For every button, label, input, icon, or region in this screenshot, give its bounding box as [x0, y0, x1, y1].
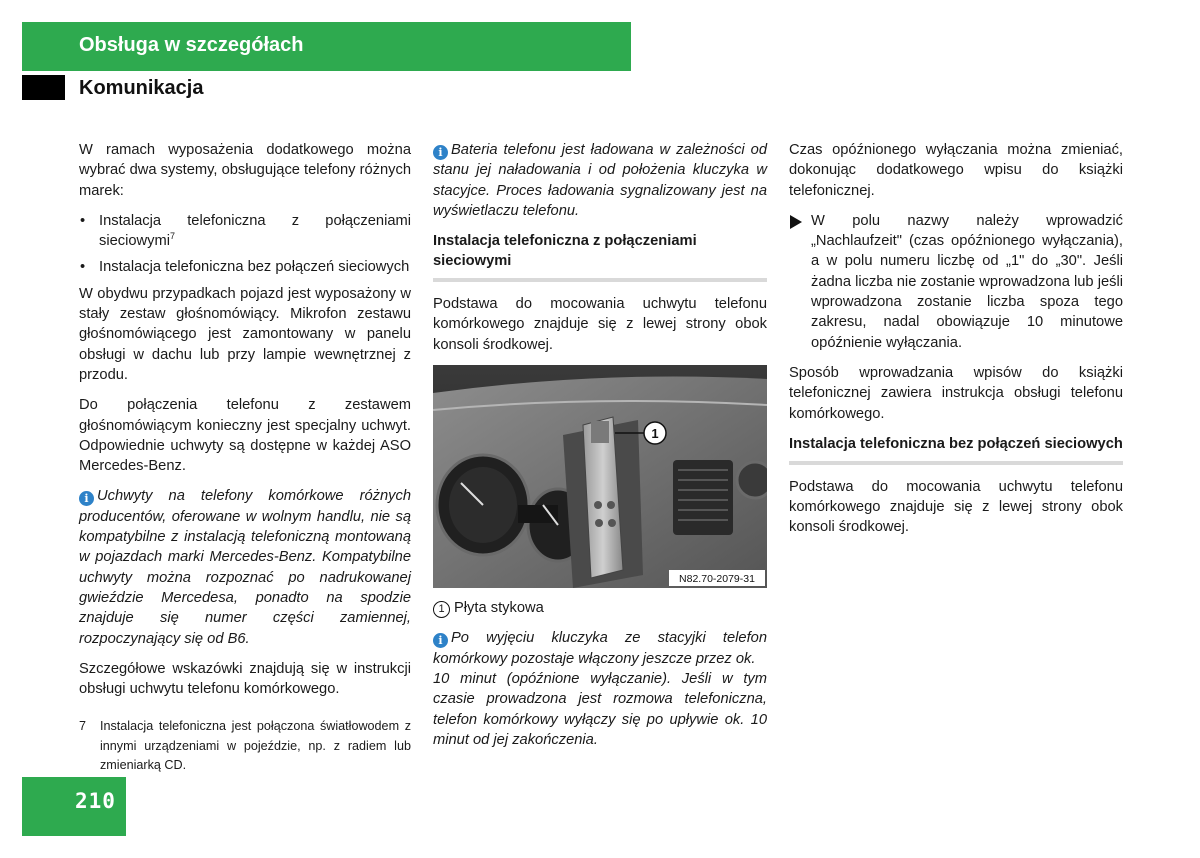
info-icon: i	[433, 633, 448, 648]
system-options-list	[79, 211, 411, 278]
page-number-box	[22, 777, 126, 836]
holder-paragraph: Do połączenia telefonu z zestawem głośnomówiącym konieczny jest specjalny uchwyt. Odpowiednie uchwyty są dostępne w każdej ASO Mercedes-Benz.	[79, 397, 411, 475]
info-icon: i	[433, 145, 448, 160]
subsection-title: Komunikacja	[79, 77, 204, 99]
section-heading: Instalacja telefoniczna bez połączeń sieciowych	[789, 434, 1123, 465]
mount-paragraph: Podstawa do mocowania uchwytu telefonu komórkowego znajduje się z lewej strony obok konsoli środkowej.	[433, 296, 767, 353]
footnote	[79, 717, 411, 776]
list-item-text: Instalacja telefoniczna z połączeniami sieciowymi	[99, 212, 411, 250]
column-right	[789, 140, 1123, 548]
info-note-text: Bateria telefonu jest ładowana w zależności od stanu jej naładowania i od położenia kluczyka w stacyjce. Proces ładowania sygnalizowany jest na wyświetlaczu telefonu.	[433, 142, 767, 219]
dashboard-photo	[433, 365, 767, 588]
caption-text: Płyta stykowa	[454, 600, 544, 617]
details-paragraph: Szczegółowe wskazówki znajdują się w instrukcji obsługi uchwytu telefonu komórkowego.	[79, 660, 411, 698]
mount-paragraph: Podstawa do mocowania uchwytu telefonu komórkowego znajduje się z lewej strony obok konsoli środkowej.	[789, 478, 1123, 536]
column-middle	[433, 140, 767, 760]
info-note-text-1: Po wyjęciu kluczyka ze stacyjki telefon komórkowy pozostaje włączony jeszcze przez ok.	[433, 630, 767, 667]
info-note-text: Uchwyty na telefony komórkowe różnych producentów, oferowane w wolnym handlu, nie są kompatybilne z instalacją telefoniczną montowaną w pojazdach marki Mercedes-Benz. Kompatybilne uchwyty można rozpoznać po nadrukowanej gwieździe Mercedesa, ponadto na spodzie znajduje się numer części zamiennej, rozpoczynający się od B6.	[79, 488, 411, 647]
info-note-text-2: 10 minut (opóźnione wyłączanie). Jeśli w tym czasie prowadzona jest rozmowa telefoniczna, telefon komórkowy wyłączy się po upływie ok. 10 minut od jej zakończenia.	[433, 670, 767, 748]
section-heading: Instalacja telefoniczna z połączeniami sieciowymi	[433, 231, 767, 282]
column-left	[79, 140, 411, 776]
footnote-text: Instalacja telefoniczna jest połączona światłowodem z innymi urządzeniami w pojeździe, np. z radiem lub zmieniarką CD.	[100, 719, 411, 773]
list-item	[79, 211, 411, 252]
figure-callout: 1	[651, 426, 659, 442]
page-number: 210	[75, 789, 116, 813]
subsection-marker	[22, 75, 65, 100]
list-item	[79, 257, 411, 277]
section-title-bar	[22, 22, 631, 71]
info-note	[79, 486, 411, 648]
list-item-text: Instalacja telefoniczna bez połączeń sieciowych	[99, 259, 410, 276]
section-title: Obsługa w szczegółach	[79, 34, 304, 56]
step-arrow-icon	[790, 215, 802, 229]
footnote-number: 7	[79, 719, 87, 734]
hands-free-paragraph: W obydwu przypadkach pojazd jest wyposażony w stały zestaw głośnomówiący. Mikrofon zestawu głośnomówiącego jest zamontowany w panelu obsługi w dachu lub przy lampie wewnętrznej z przodu.	[79, 285, 411, 383]
phonebook-paragraph: Sposób wprowadzania wpisów do książki telefonicznej zawiera instrukcja obsługi telefonu komórkowego.	[789, 364, 1123, 422]
intro-paragraph: W ramach wyposażenia dodatkowego można wybrać dwa systemy, obsługujące telefony różnych marek:	[79, 142, 411, 199]
footnote-ref: 7	[170, 231, 176, 242]
instruction-step-text: W polu nazwy należy wprowadzić „Nachlaufzeit" (czas opóźnionego wyłączania), a w polu numeru liczbę od „1" do „30". Jeśli żadna liczba nie zostanie wprowadzona lub jeśli wprowadzona zostanie liczba spoza tego zakresu, nadal obowiązuje 10 minutowe opóźnienie wyłączania.	[811, 212, 1123, 351]
figure-code: N82.70-2079-31	[679, 573, 755, 586]
figure-caption	[433, 598, 767, 618]
caption-number: 1	[433, 601, 450, 618]
delay-paragraph: Czas opóźnionego wyłączania można zmieniać, dokonując dodatkowego wpisu do książki telefonicznej.	[789, 142, 1123, 199]
shutdown-info-note	[433, 628, 767, 750]
info-icon: i	[79, 491, 94, 506]
instruction-step	[789, 211, 1123, 353]
battery-info-note	[433, 140, 767, 221]
